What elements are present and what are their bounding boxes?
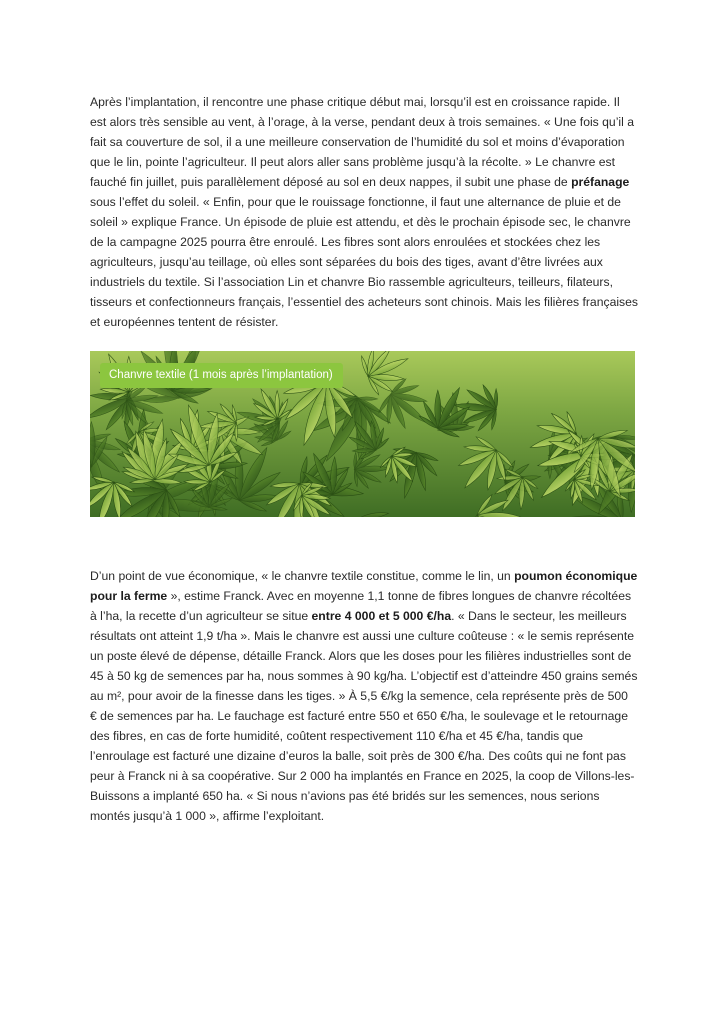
- text-run: D’un point de vue économique, « le chanvre textile constitue, comme le lin, un: [90, 569, 515, 583]
- text-run: . « Dans le secteur, les meilleurs résultats ont atteint 1,9 t/ha ». Mais le chanvre est aussi une culture coûteuse : « le semis représente un poste élevé de dépense, détaille Franck. Alors que les doses pour les filières industrielles sont de 45 à 50 kg de semences par ha, nous sommes à 90 kg/ha. L’objectif est d’atteindre 450 grains semés au m², pour avoir de la finesse dans les tiges. » À 5,5 €/kg la semence, cela représente près de 500 € de semences par ha. Le fauchage est facturé entre 550 et 650 €/ha, le soulevage et le retournage des fibres, en cas de forte humidité, coûtent respectivement 110 €/ha et 45 €/ha, tandis que l’enroulage est facturé une dizaine d’euros la balle, soit près de 300 €/ha. Des coûts qui ne font pas peur à Franck ni à sa coopérative. Sur 2 000 ha implantés en France en 2025, la coop de Villons-les-Buissons a implanté 650 ha. « Si nous n’avions pas été bridés sur les semences, nous serions montés jusqu’à 1 000 », affirme l’exploitant.: [90, 609, 638, 823]
- text-run: Après l’implantation, il rencontre une phase critique début mai, lorsqu’il est en croissance rapide. Il est alors très sensible au vent, à l’orage, à la verse, pendant deux à trois semaines. « Une fois qu’il a fait sa couverture de sol, il a une meilleure conservation de l’humidité du sol et moins d’évaporation que le lin, pointe l’agriculteur. Il peut alors aller sans problème jusqu’à la récolte. » Le chanvre est fauché fin juillet, puis parallèlement déposé au sol en deux nappes, il subit une phase de: [90, 95, 634, 189]
- bold-phrase: poumon économique pour la ferme: [90, 569, 638, 603]
- hemp-field-photo: [90, 351, 635, 517]
- article-paragraph-2: [90, 566, 638, 826]
- bold-phrase: préfanage: [571, 175, 630, 189]
- photo-caption-badge: Chanvre textile (1 mois après l’implantation): [100, 363, 343, 388]
- article-paragraph-1: [90, 92, 638, 332]
- text-run: sous l’effet du soleil. « Enfin, pour que le rouissage fonctionne, il faut une alternance de pluie et de soleil » explique France. Un épisode de pluie est attendu, et dès le prochain épisode sec, le chanvre de la campagne 2025 pourra être enroulé. Les fibres sont alors enroulées et stockées chez les agriculteurs, jusqu’au teillage, où elles sont séparées du bois des tiges, avant d’être livrées aux industriels du textile. Si l’association Lin et chanvre Bio rassemble agriculteurs, teilleurs, filateurs, tisseurs et confectionneurs français, l’essentiel des acheteurs sont chinois. Mais les filières françaises et européennes tentent de résister.: [90, 195, 639, 329]
- bold-phrase: entre 4 000 et 5 000 €/ha: [311, 609, 452, 623]
- text-run: », estime Franck. Avec en moyenne 1,1 tonne de fibres longues de chanvre récoltées à l’ha, la recette d’un agriculteur se situe: [90, 589, 632, 623]
